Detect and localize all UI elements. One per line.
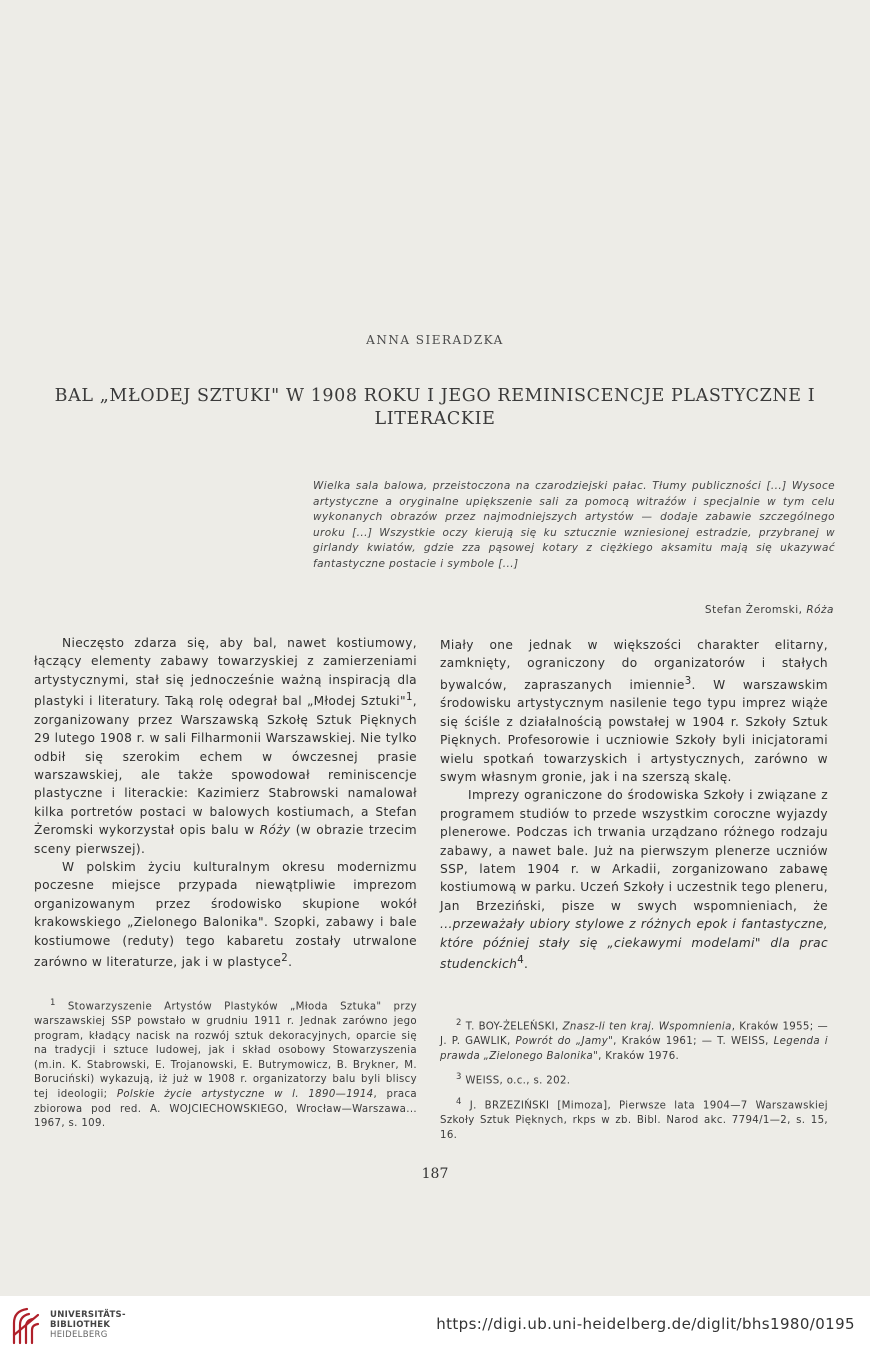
paragraph [440, 786, 828, 973]
text-run: J. BRZEZIŃSKI [Mimoza], Pierwsze lata 1904—7 Warszawskiej Szkoły Sztuk Pięknych, rkps w zb. Bibl. Narod akc. 7794/1—2, s. 15, 16. [440, 1100, 828, 1141]
footnotes-right [440, 1016, 828, 1149]
page-number: 187 [421, 1166, 449, 1182]
library-logo-icon [10, 1305, 44, 1347]
text-run: , zorganizowany przez Warszawską Szkołę Sztuk Pięknych 29 lutego 1908 r. w sali Filharmonii Warszawskiej. Nie tylko odbił się szerokim echem w ówczesnej prasie warszawskiej, ale także spowodował reminiscencje plastyczne i literackie: Kazimierz Stabrowski namalował kilka portretów postaci w balowych kostiumach, a Stefan Żeromski wykorzystał opis balu w [34, 694, 417, 838]
footnote-2 [440, 1016, 828, 1064]
quotation: ...przeważały ubiory stylowe z różnych epok i fantastyczne, które później stały się „ciekawymi modelami" dla prac studenckich [440, 917, 828, 972]
work-title: Znasz-li ten kraj. Wspomnienia [562, 1021, 732, 1033]
permalink-url[interactable]: https://digi.ub.uni-heidelberg.de/diglit/bhs1980/0195 [436, 1315, 855, 1333]
text-run: , Kraków 1955; — J. P. GAWLIK, [440, 1021, 829, 1047]
footnote-ref: 2 [281, 952, 289, 964]
library-name-line: UNIVERSITÄTS- [50, 1310, 126, 1320]
footnote-ref: 4 [517, 954, 525, 966]
work-title: Róży [259, 823, 291, 838]
footnote-number: 4 [456, 1097, 462, 1108]
footnote-4 [440, 1095, 828, 1143]
text-run: WEISS, o.c., s. 202. [465, 1075, 571, 1087]
text-run: . W warszawskim środowisku artystycznym nasilenie tego typu imprez wiąże się ściśle z działalnością powstałej w 1904 r. Szkoły Sztuk Pięknych. Profesorowie i uczniowie Szkoły byli inicjatorami wielu spotkań towarzyskich i artystycznych, zarówno w swym własnym gronie, jak i na szerszą skalę. [440, 677, 828, 784]
paragraph [34, 634, 417, 858]
footnote-ref: 1 [405, 692, 413, 704]
text-run: Stowarzyszenie Artystów Plastyków „Młoda Sztuka" przy warszawskiej SSP powstało w grudniu 1911 r. Jednak zarówno jego program, kładący nacisk na rozwój sztuk dekoracyjnych, oparcie się na tradycji i sztuce ludowej, jak i skład osobowy Stowarzyszenia (m.in. K. Stabrowski, E. Trojanowski, E. Butrymowicz, B. Brykner, M. Boruciński) wykazują, iż już w 1908 r. organizatorzy balu byli bliscy tej ideologii; [34, 1001, 417, 1100]
text-run: , Kraków 1961; — T. WEISS, [613, 1035, 769, 1047]
body-column-right [440, 636, 828, 973]
footnotes-left [34, 996, 417, 1138]
paragraph [440, 636, 828, 786]
text-run: . [524, 957, 529, 972]
text-run: T. BOY-ŻELEŃSKI, [465, 1021, 559, 1033]
paragraph [34, 858, 417, 972]
footnote-1 [34, 996, 417, 1132]
epigraph: Wielka sala balowa, przeistoczona na czarodziejski pałac. Tłumy publiczności [...] Wysoce artystyczne a oryginalne upiększenie sali za pomocą witraźów i specjalnie w tym celu wykonanych obrazów przez najmodniejszych artystów — dodaje zabawie szczególnego uroku [...] Wszystkie oczy kierują się ku sztucznie wzniesionej estradzie, przybranej w girlandy kwiatów, gdzie zza pąsowej kotary z ciężkiego aksamitu mają się ukazywać fantastyczne postacie i symbole [...] [313, 480, 835, 570]
text-run: , Kraków 1976. [598, 1050, 680, 1062]
work-title: Powrót do „Jamy" [515, 1035, 614, 1047]
epigraph-source [705, 604, 834, 616]
text-run: (w obrazie trzecim sceny pierwszej). [34, 823, 417, 856]
work-title: Legenda i prawda „Zielonego Balonika" [440, 1035, 828, 1062]
footnote-number: 2 [456, 1018, 462, 1028]
text-run: , praca zbiorowa pod red. A. WOJCIECHOWSKIEGO, Wrocław—Warszawa... 1967, s. 109. [34, 1088, 417, 1130]
library-name-line: BIBLIOTHEK [50, 1320, 111, 1330]
text-run: Imprezy ograniczone do środowiska Szkoły i związane z programem studiów to przede wszystkim coroczne wyjazdy plenerowe. Podczas ich trwania urządzano różnego rodzaju zabawy, a nawet bale. Już na pierwszym plenerze uczniów SSP, latem 1904 r. w Arkadii, zorganizowano zabawę kostiumową w parku. Uczeń Szkoły i uczestnik tego pleneru, Jan Brzeziński, pisze w swych wspomnieniach, że [440, 788, 828, 913]
text-run: . [288, 955, 293, 970]
footnote-number: 3 [456, 1072, 462, 1083]
library-name-line: HEIDELBERG [50, 1330, 108, 1340]
footnote-3 [440, 1070, 828, 1089]
viewer-footer [0, 1296, 870, 1357]
text-run: Nieczęsto zdarza się, aby bal, nawet kostiumowy, łączący elementy zabawy towarzyskiej z zamierzeniami artystycznymi, stał się jednocześnie ważną inspiracją dla plastyki i literatury. Taką rolę odegrał bal „Młodej Sztuki" [34, 636, 417, 709]
author-name: ANNA SIERADZKA [366, 333, 504, 347]
article-title: BAL „MŁODEJ SZTUKI" W 1908 ROKU I JEGO REMINISCENCJE PLASTYCZNE I LITERACKIE [54, 386, 816, 429]
epigraph-author: Stefan Żeromski, [704, 604, 803, 616]
footnote-ref: 3 [684, 675, 692, 687]
library-name[interactable] [50, 1310, 126, 1340]
text-run: W polskim życiu kulturalnym okresu modernizmu poczesne miejsce przypada niewątpliwie imprezom organizowanym przez środowisko skupione wokół krakowskiego „Zielonego Balonika". Szopki, zabawy i bale kostiumowe (reduty) tego kabaretu zostały utrwalone zarówno w literaturze, jak i w plastyce [34, 859, 417, 970]
epigraph-work: Róża [806, 604, 834, 616]
footnote-number: 1 [50, 998, 56, 1008]
text-run: Miały one jednak w większości charakter elitarny, zamknięty, ograniczony do organizatorów i stałych bywalców, zapraszanych imiennie [440, 638, 828, 692]
body-column-left [34, 634, 417, 971]
work-title: Polskie życie artystyczne w l. 1890—1914 [116, 1088, 374, 1100]
